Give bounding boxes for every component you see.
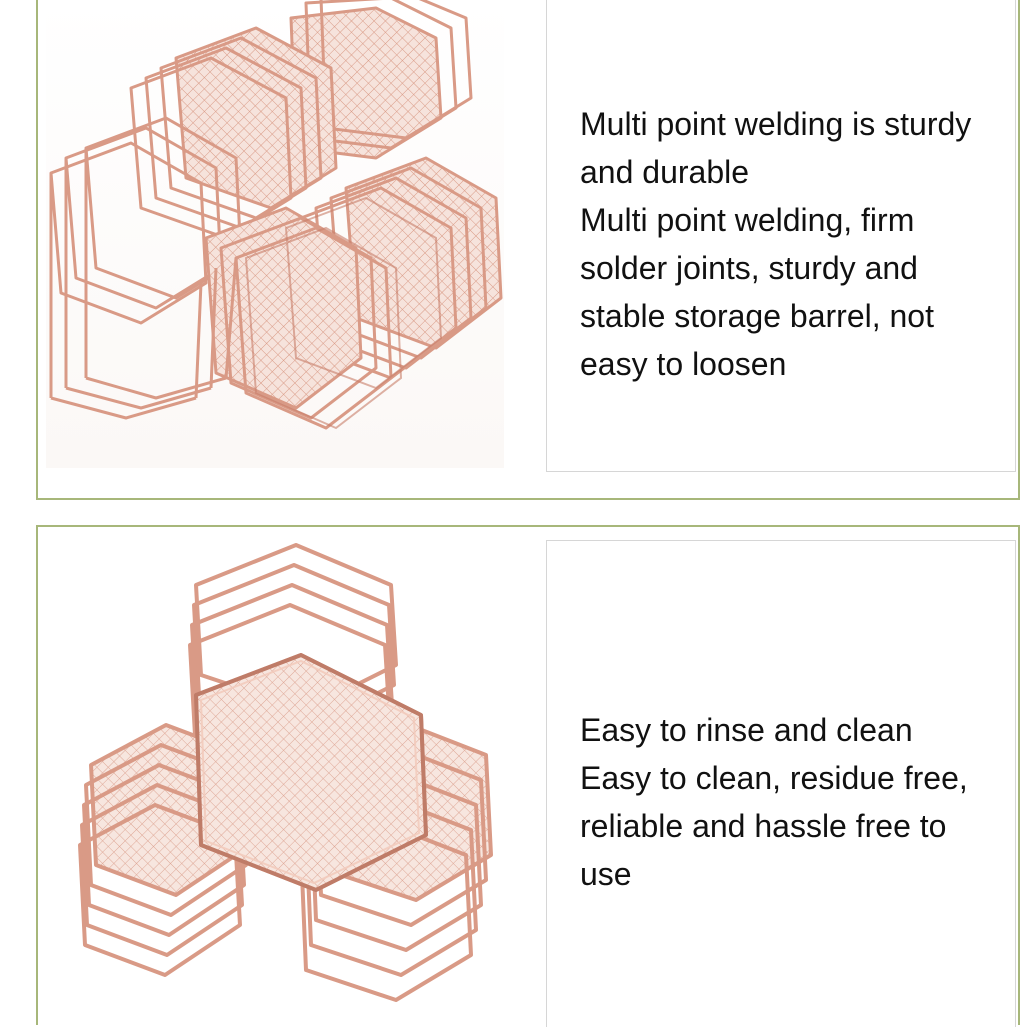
hexagon-wire-holder-illustration	[46, 0, 504, 468]
feature-copy	[580, 100, 995, 388]
feature-panel-welding	[36, 0, 1020, 500]
product-photo-welded-holder	[46, 0, 504, 468]
feature-text-box	[546, 0, 1016, 472]
feature-headline: Multi point welding is sturdy and durable	[580, 106, 972, 190]
hexagon-wire-holder-front-illustration	[46, 535, 538, 1027]
feature-panel-cleaning	[36, 525, 1020, 1025]
feature-body: Easy to clean, residue free, reliable and hassle free to use	[580, 760, 968, 892]
product-photo-hexagon-holder	[46, 535, 538, 1027]
feature-text-box	[546, 540, 1016, 1027]
feature-copy	[580, 706, 995, 898]
feature-headline: Easy to rinse and clean	[580, 712, 913, 748]
feature-body: Multi point welding, firm solder joints, sturdy and stable storage barrel, not easy to loosen	[580, 202, 934, 382]
